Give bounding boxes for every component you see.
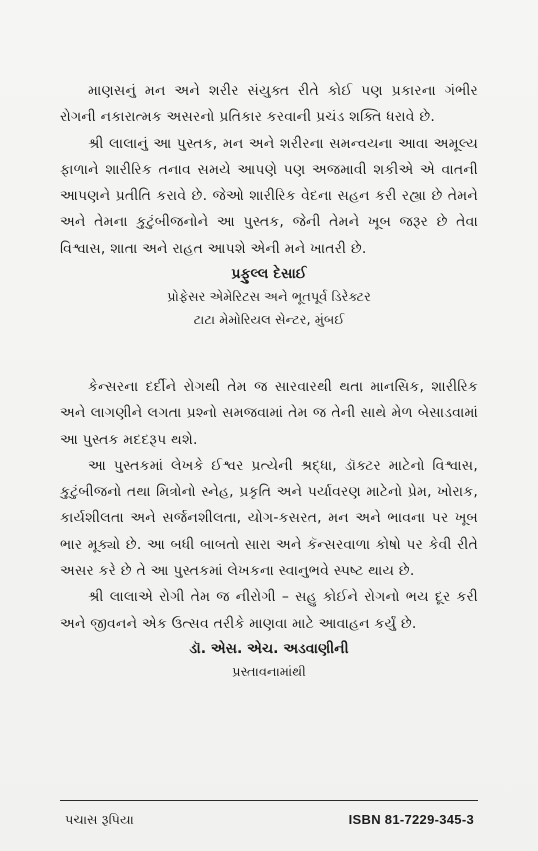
footer-divider	[60, 800, 478, 801]
signature-source: પ્રસ્તાવનામાંથી	[232, 664, 306, 680]
endorsement-paragraph: કેન્સરના દર્દીને રોગથી તેમ જ સારવારથી થતા માનસિક, શારીરિક અને લાગણીને લગતા પ્રશ્નો સમજવામાં તેમ જ તેની સાથે મેળ બેસાડવામાં આ પુસ્તક મદદરૂપ થશે.	[60, 379, 478, 448]
price-label: પચાસ રૂપિયા	[65, 813, 134, 828]
signature-name: પ્રફુલ્લ દેસાઈ	[231, 266, 307, 283]
endorsement-paragraph: માણસનું મન અને શરીર સંયુક્ત રીતે કોઈ પણ પ્રકારના ગંભીર રોગની નકારાત્મક અસરનો પ્રતિકાર કરવાની પ્રચંડ શક્તિ ધરાવે છે.	[60, 83, 478, 126]
isbn-label: ISBN 81-7229-345-3	[348, 812, 474, 827]
signature-name: ડૉ. એસ. એચ. અડવાણીની	[189, 640, 349, 657]
signature-affiliation: ટાટા મેમોરિયલ સેન્ટર, મુંબઈ	[193, 313, 345, 329]
signature-title: પ્રોફેસર એમેરિટસ અને ભૂતપૂર્વ ડિરેક્ટર	[167, 290, 371, 306]
endorsement-paragraph: આ પુસ્તકમાં લેખકે ઈશ્વર પ્રત્યેની શ્રદ્ધા, ડૉક્ટર માટેનો વિશ્વાસ, કુટુંબીજનો તથા મિત્રોનો સ્નેહ, પ્રકૃતિ અને પર્યાવરણ માટેનો પ્રેમ, ખોરાક, કાર્યશીલતા અને સર્જનશીલતા, યોગ-કસરત, મન અને ભાવના પર ખૂબ ભાર મૂક્યો છે. આ બધી બાબતો સારા અને કૅન્સરવાળા કોષો પર કેવી રીતે અસર કરે છે તે આ પુસ્તકમાં લેખકના સ્વાનુભવે સ્પષ્ટ થાય છે.	[60, 457, 478, 580]
endorsement-advani	[60, 374, 478, 684]
endorsement-paragraph: શ્રી લાલાએ રોગી તેમ જ નીરોગી – સહુ કોઈને રોગનો ભય દૂર કરી અને જીવનને એક ઉત્સવ તરીકે માણવા માટે આવાહન કર્યું છે.	[60, 589, 478, 632]
endorsement-desai	[60, 78, 478, 332]
endorsement-paragraph: શ્રી લાલાનું આ પુસ્તક, મન અને શરીરના સમન્વયના આવા અમૂલ્ય ફાળાને શારીરિક તનાવ સમયે આપણે પણ અજમાવી શકીએ એ વાતની આપણને પ્રતીતિ કરાવે છે. જેઓ શારીરિક વેદના સહન કરી રહ્યા છે તેમને અને તેમના કુટુંબીજનોને આ પુસ્તક, જેની તેમને ખૂબ જરૂર છે તેવા વિશ્વાસ, શાતા અને રાહત આપશે એની મને ખાતરી છે.	[60, 135, 478, 257]
